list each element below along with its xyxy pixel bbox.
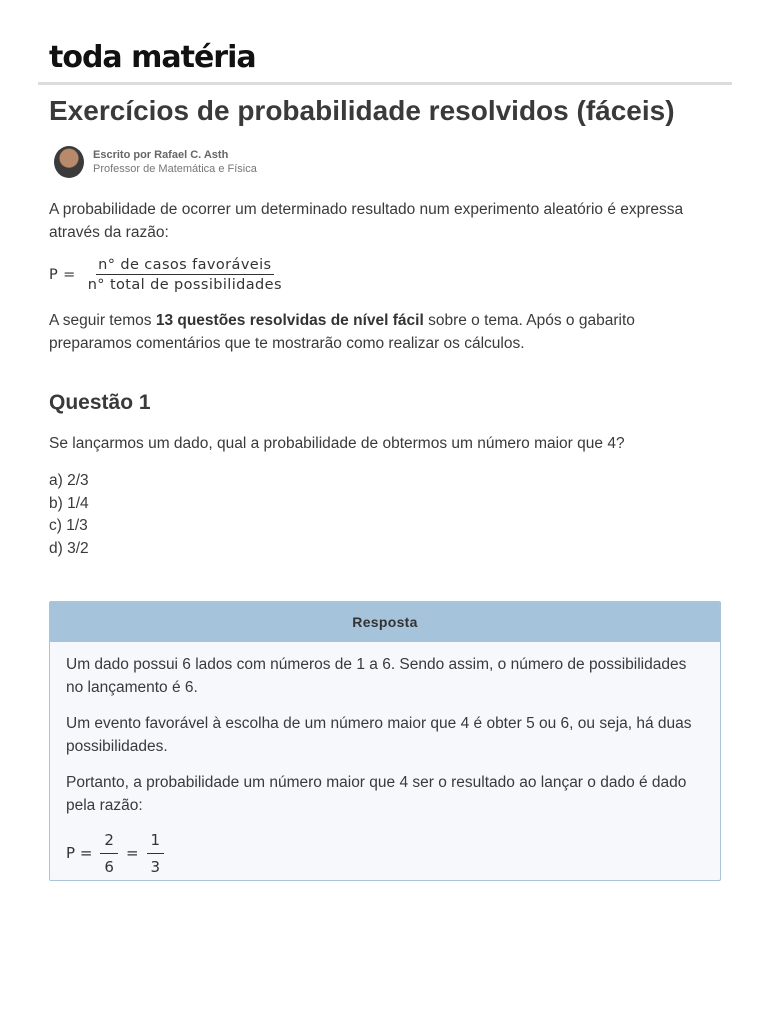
option-c: c) 1/3 bbox=[49, 517, 88, 534]
probability-formula bbox=[49, 257, 284, 293]
answer-formula bbox=[66, 829, 704, 878]
answer-fraction-2-numerator: 1 bbox=[147, 829, 165, 854]
answer-fraction-1-denominator: 6 bbox=[104, 857, 114, 876]
answer-paragraph-1: Um dado possui 6 lados com números de 1 a 6. Sendo assim, o número de possibilidades no lançamento é 6. bbox=[66, 656, 687, 696]
answer-paragraph-2: Um evento favorável à escolha de um número maior que 4 é obter 5 ou 6, ou seja, há duas possibilidades. bbox=[66, 715, 692, 755]
answer-header[interactable]: Resposta bbox=[50, 602, 720, 642]
answer-fraction-1-numerator: 2 bbox=[100, 829, 118, 854]
formula-denominator: n° total de possibilidades bbox=[87, 277, 282, 293]
lead-paragraph bbox=[49, 310, 719, 355]
author-info bbox=[93, 148, 257, 176]
question-text: Se lançarmos um dado, qual a probabilidade de obtermos um número maior que 4? bbox=[49, 435, 625, 452]
page-title: Exercícios de probabilidade resolvidos (fáceis) bbox=[49, 95, 675, 126]
site-logo[interactable]: toda matéria bbox=[49, 40, 256, 75]
header-divider bbox=[38, 82, 732, 85]
lead-text-before: A seguir temos bbox=[49, 312, 156, 329]
author-name[interactable]: Escrito por Rafael C. Asth bbox=[93, 149, 229, 161]
answer-box bbox=[49, 601, 721, 881]
answer-paragraph-3: Portanto, a probabilidade um número maior que 4 ser o resultado ao lançar o dado é dado pela razão: bbox=[66, 774, 687, 814]
answer-body bbox=[50, 642, 720, 878]
lead-text-bold: 13 questões resolvidas de nível fácil bbox=[155, 312, 424, 329]
author-role: Professor de Matemática e Física bbox=[93, 163, 257, 175]
option-b: b) 1/4 bbox=[49, 494, 89, 512]
answer-formula-lhs: P = bbox=[66, 844, 93, 863]
author-avatar bbox=[54, 146, 84, 178]
answer-fraction-2-denominator: 3 bbox=[150, 857, 161, 876]
formula-lhs: P = bbox=[49, 267, 76, 283]
question-heading: Questão 1 bbox=[49, 391, 151, 414]
answer-fraction-1 bbox=[100, 829, 118, 878]
option-d: d) 3/2 bbox=[49, 539, 89, 557]
formula-fraction bbox=[86, 257, 284, 293]
answer-options bbox=[49, 470, 89, 560]
answer-fraction-2 bbox=[147, 829, 165, 878]
formula-numerator: n° de casos favoráveis bbox=[98, 257, 272, 273]
intro-paragraph: A probabilidade de ocorrer um determinado resultado num experimento aleatório é expressa através da razão: bbox=[49, 201, 684, 241]
answer-formula-equals: = bbox=[125, 844, 139, 863]
author-byline bbox=[54, 146, 257, 178]
option-a: a) 2/3 bbox=[49, 472, 89, 489]
lead-text-after: sobre o tema. Após o gabarito preparamos comentários que te mostrarão como realizar os cálculos. bbox=[49, 312, 635, 352]
